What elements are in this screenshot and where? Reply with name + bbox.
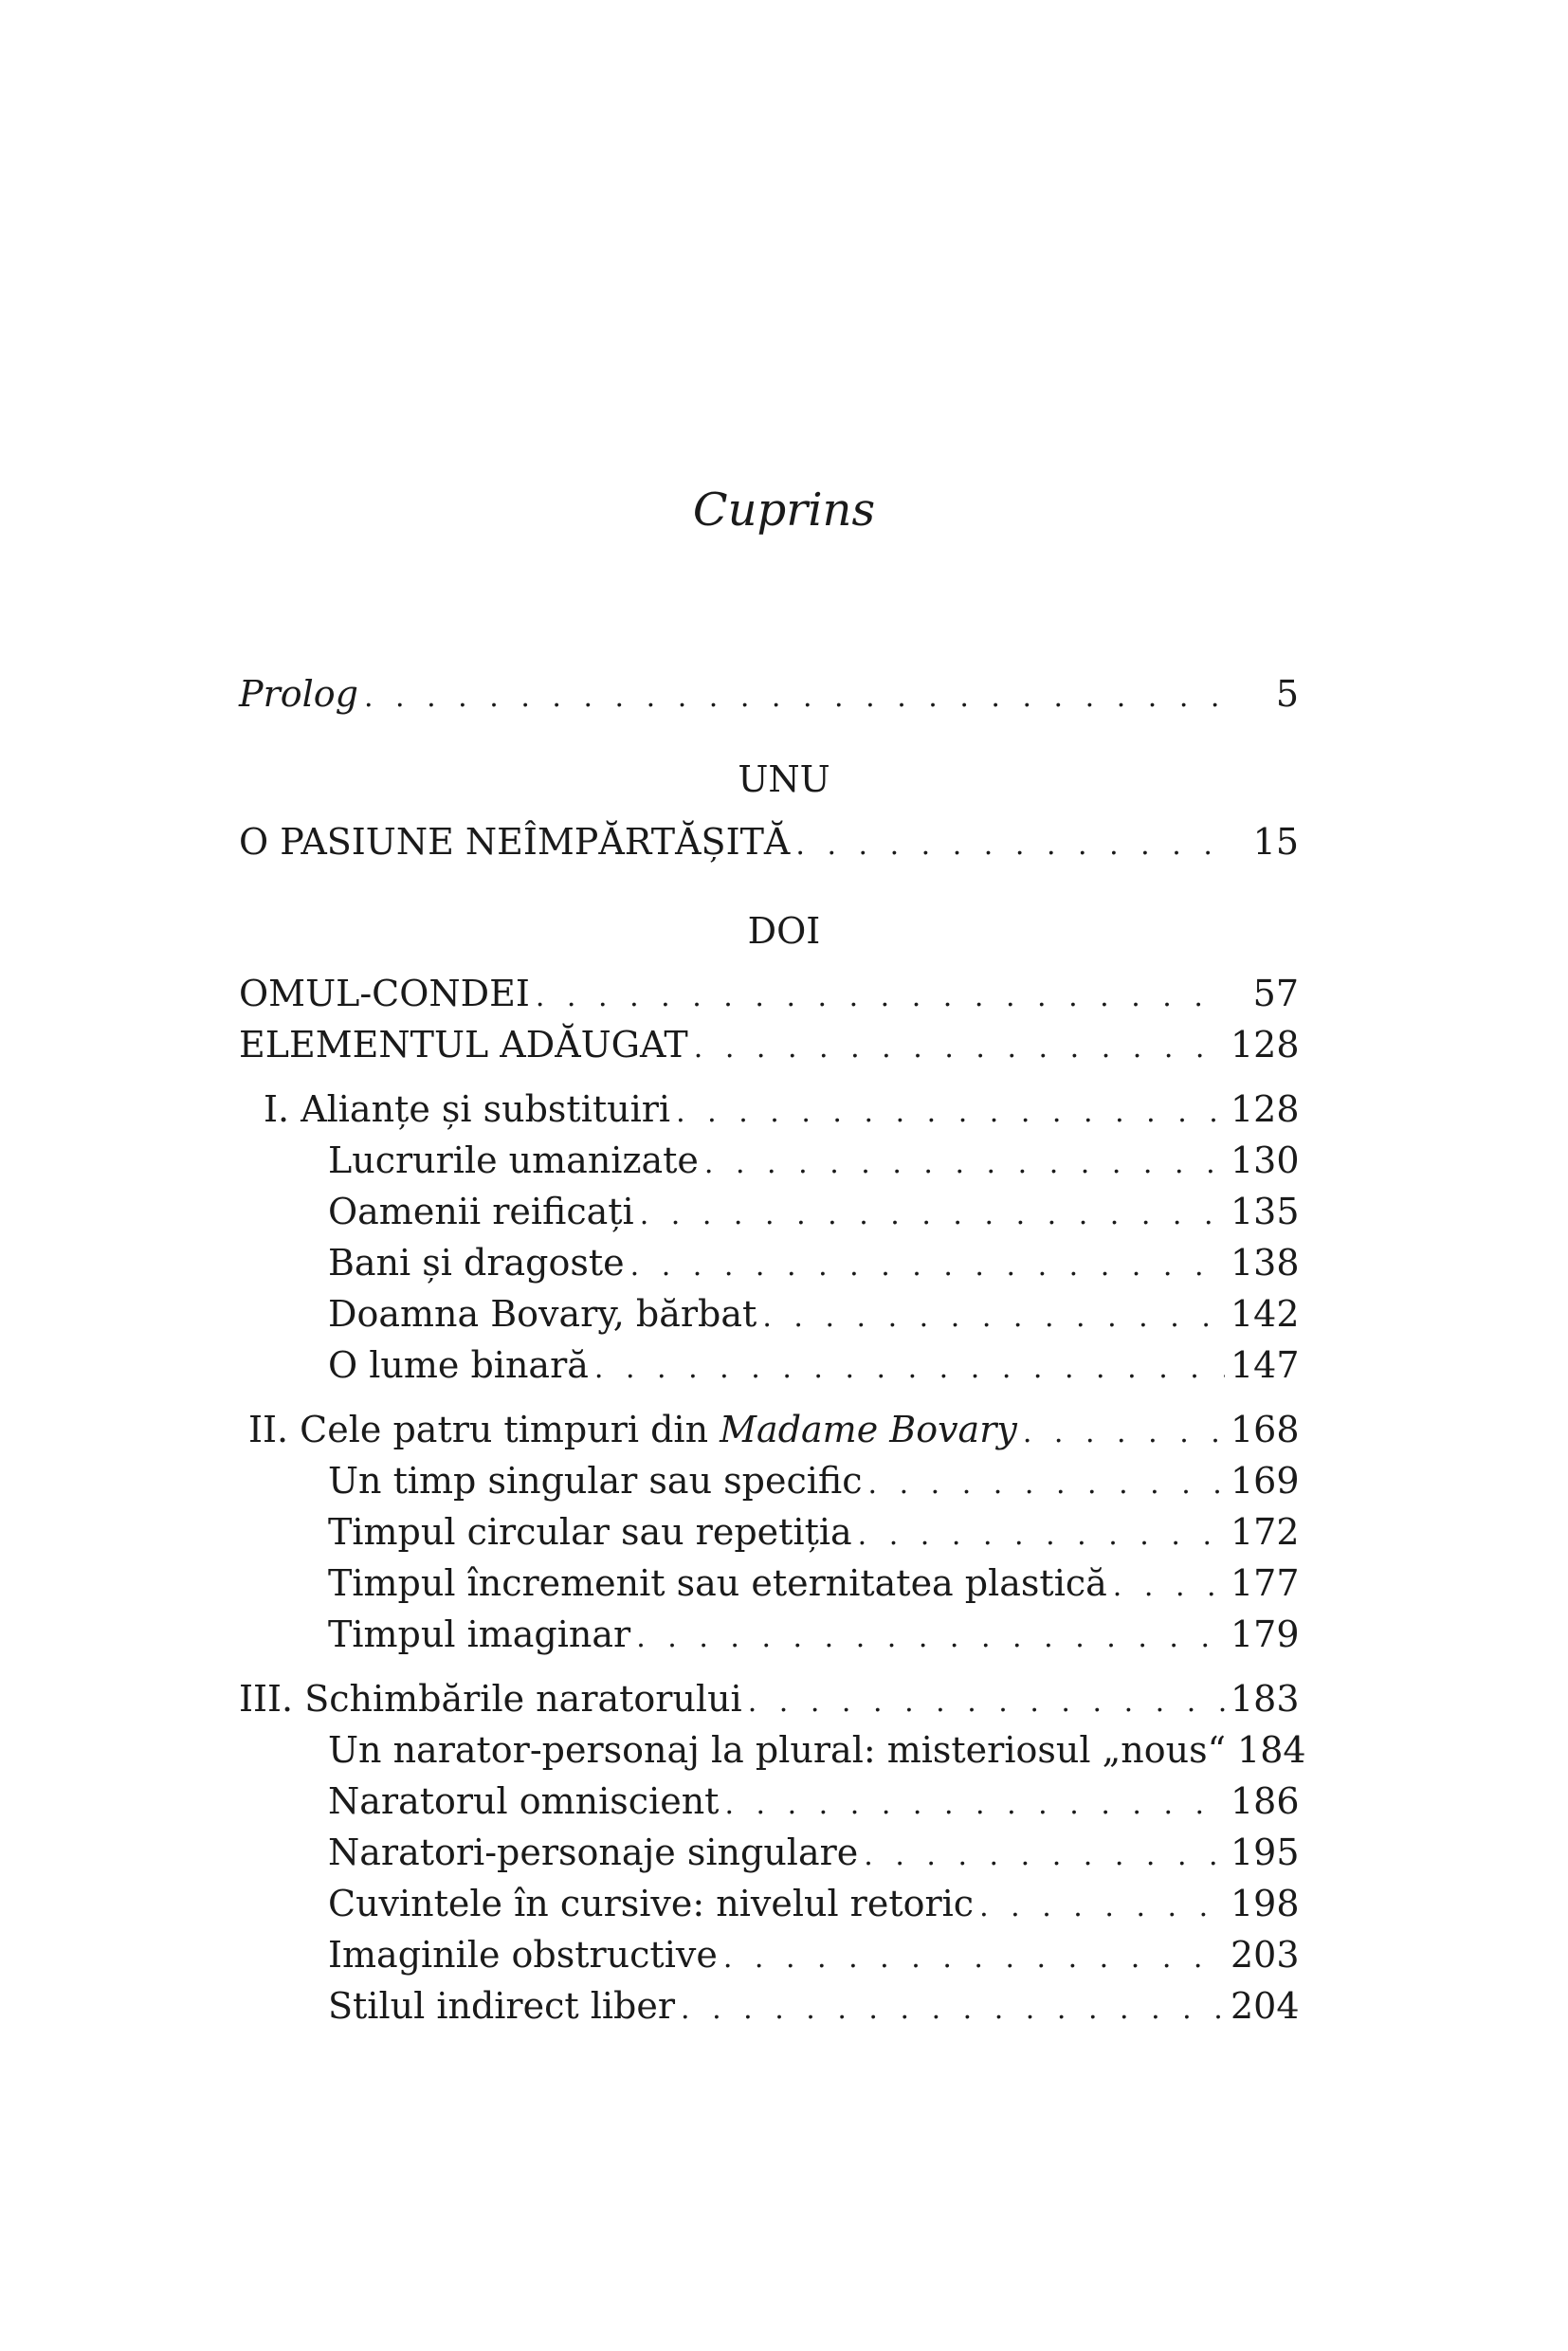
- toc-entry-label: Doamna Bovary, bărbat: [328, 1293, 757, 1335]
- dot-leader: [640, 1191, 1225, 1240]
- toc-entry-label: O PASIUNE NEÎMPĂRTĂȘITĂ: [239, 821, 791, 863]
- dot-leader: [536, 973, 1225, 1022]
- dot-leader: [979, 1883, 1225, 1932]
- toc-entry-prolog: [239, 669, 1299, 719]
- dot-leader: [724, 1780, 1225, 1830]
- toc-entry-label: Naratori-personaje singulare: [328, 1832, 859, 1873]
- dot-leader: [694, 1024, 1225, 1073]
- dot-leader: [1113, 1562, 1225, 1612]
- toc-entry-label: Cuvintele în cursive: nivelul retoric: [328, 1883, 975, 1924]
- toc-entry-label: Bani și dragoste: [328, 1242, 625, 1284]
- toc-entry: [239, 1020, 1299, 1069]
- toc-page-number: 179: [1231, 1613, 1300, 1655]
- toc-page-number: 128: [1231, 1024, 1300, 1066]
- toc-subentry: [328, 1610, 1299, 1659]
- toc-section-i: [264, 1084, 1299, 1134]
- toc-page-number: 128: [1231, 1088, 1300, 1130]
- dot-leader: [748, 1678, 1225, 1727]
- toc-entry: [239, 969, 1299, 1018]
- toc-subentry: [328, 1187, 1299, 1236]
- toc-entry-label: Timpul încremenit sau eternitatea plastică: [328, 1562, 1107, 1604]
- toc-subentry: [328, 1507, 1299, 1557]
- dot-leader: [858, 1511, 1225, 1560]
- dot-leader: [864, 1832, 1225, 1881]
- toc-entry: [239, 817, 1299, 866]
- toc-subentry: [328, 1828, 1299, 1877]
- toc-page-number: 135: [1231, 1191, 1300, 1232]
- dot-leader: [681, 1985, 1225, 2034]
- toc-subentry: [328, 1930, 1299, 1979]
- toc-section-iii: [239, 1674, 1299, 1723]
- toc-page-number: 168: [1231, 1409, 1300, 1450]
- toc-entry-label: O lume binară: [328, 1344, 589, 1386]
- toc-page-number: 184: [1237, 1729, 1306, 1771]
- dot-leader: [594, 1344, 1225, 1394]
- toc-page-number: 195: [1231, 1832, 1300, 1873]
- toc-subentry: [328, 1981, 1299, 2031]
- toc-subentry: [328, 1777, 1299, 1826]
- toc-page-number: 203: [1231, 1934, 1300, 1976]
- toc-entry-label: Lucrurile umanizate: [328, 1139, 699, 1181]
- toc-page-number: 57: [1252, 973, 1299, 1014]
- dot-leader: [868, 1460, 1225, 1509]
- dot-leader: [762, 1293, 1225, 1342]
- toc-subentry: [328, 1725, 1306, 1775]
- dot-leader: [630, 1242, 1225, 1291]
- toc-page-number: 130: [1231, 1139, 1300, 1181]
- toc-entry-label: Un timp singular sau specific: [328, 1460, 863, 1502]
- dot-leader: [676, 1088, 1225, 1138]
- dot-leader: [1023, 1409, 1225, 1458]
- toc-page-number: 204: [1231, 1985, 1300, 2027]
- toc-page-number: 186: [1231, 1780, 1300, 1822]
- toc-page-number: 147: [1231, 1344, 1300, 1386]
- toc-subentry: [328, 1558, 1299, 1608]
- dot-leader: [364, 673, 1225, 722]
- toc-entry-label: Prolog: [239, 673, 358, 715]
- toc-page-number: 142: [1231, 1293, 1300, 1335]
- toc-subentry: [328, 1289, 1299, 1339]
- toc-entry-label: II. Cele patru timpuri din Madame Bovary: [248, 1409, 1017, 1450]
- toc-entry-label: Stilul indirect liber: [328, 1985, 675, 2027]
- toc-entry-label: Imaginile obstructive: [328, 1934, 718, 1976]
- dot-leader: [704, 1139, 1225, 1189]
- toc-page-number: 138: [1231, 1242, 1300, 1284]
- toc-entry-label: I. Alianțe și substituiri: [264, 1088, 671, 1130]
- toc-entry-label: Oamenii reificați: [328, 1191, 634, 1232]
- toc-page-number: 5: [1275, 673, 1299, 715]
- toc-subentry: [328, 1456, 1299, 1505]
- toc-entry-label: OMUL-CONDEI: [239, 973, 530, 1014]
- toc-page-number: 177: [1231, 1562, 1300, 1604]
- toc-entry-label: III. Schimbările naratorului: [239, 1678, 742, 1720]
- toc-entry-label: Un narator-personaj la plural: misteriosul „nous“: [328, 1729, 1227, 1771]
- toc-subentry: [328, 1340, 1299, 1390]
- toc-page-number: 172: [1231, 1511, 1300, 1553]
- dot-leader: [636, 1613, 1225, 1663]
- toc-entry-label: Timpul imaginar: [328, 1613, 631, 1655]
- toc-entry-label: Timpul circular sau repetiția: [328, 1511, 852, 1553]
- dot-leader: [795, 821, 1225, 870]
- dot-leader: [723, 1934, 1225, 1983]
- toc-entry-label: Naratorul omniscient: [328, 1780, 720, 1822]
- toc-section-ii: [248, 1405, 1299, 1454]
- toc-page-number: 183: [1231, 1678, 1300, 1720]
- part-heading-unu: UNU: [738, 758, 830, 800]
- toc-subentry: [328, 1136, 1299, 1185]
- toc-page-number: 169: [1231, 1460, 1300, 1502]
- toc-page-number: 15: [1252, 821, 1299, 863]
- toc-subentry: [328, 1879, 1299, 1928]
- toc-page-number: 198: [1231, 1883, 1300, 1924]
- toc-subentry: [328, 1238, 1299, 1287]
- part-heading-doi: DOI: [747, 910, 821, 952]
- page-title: Cuprins: [692, 483, 876, 537]
- toc-entry-label: ELEMENTUL ADĂUGAT: [239, 1024, 688, 1066]
